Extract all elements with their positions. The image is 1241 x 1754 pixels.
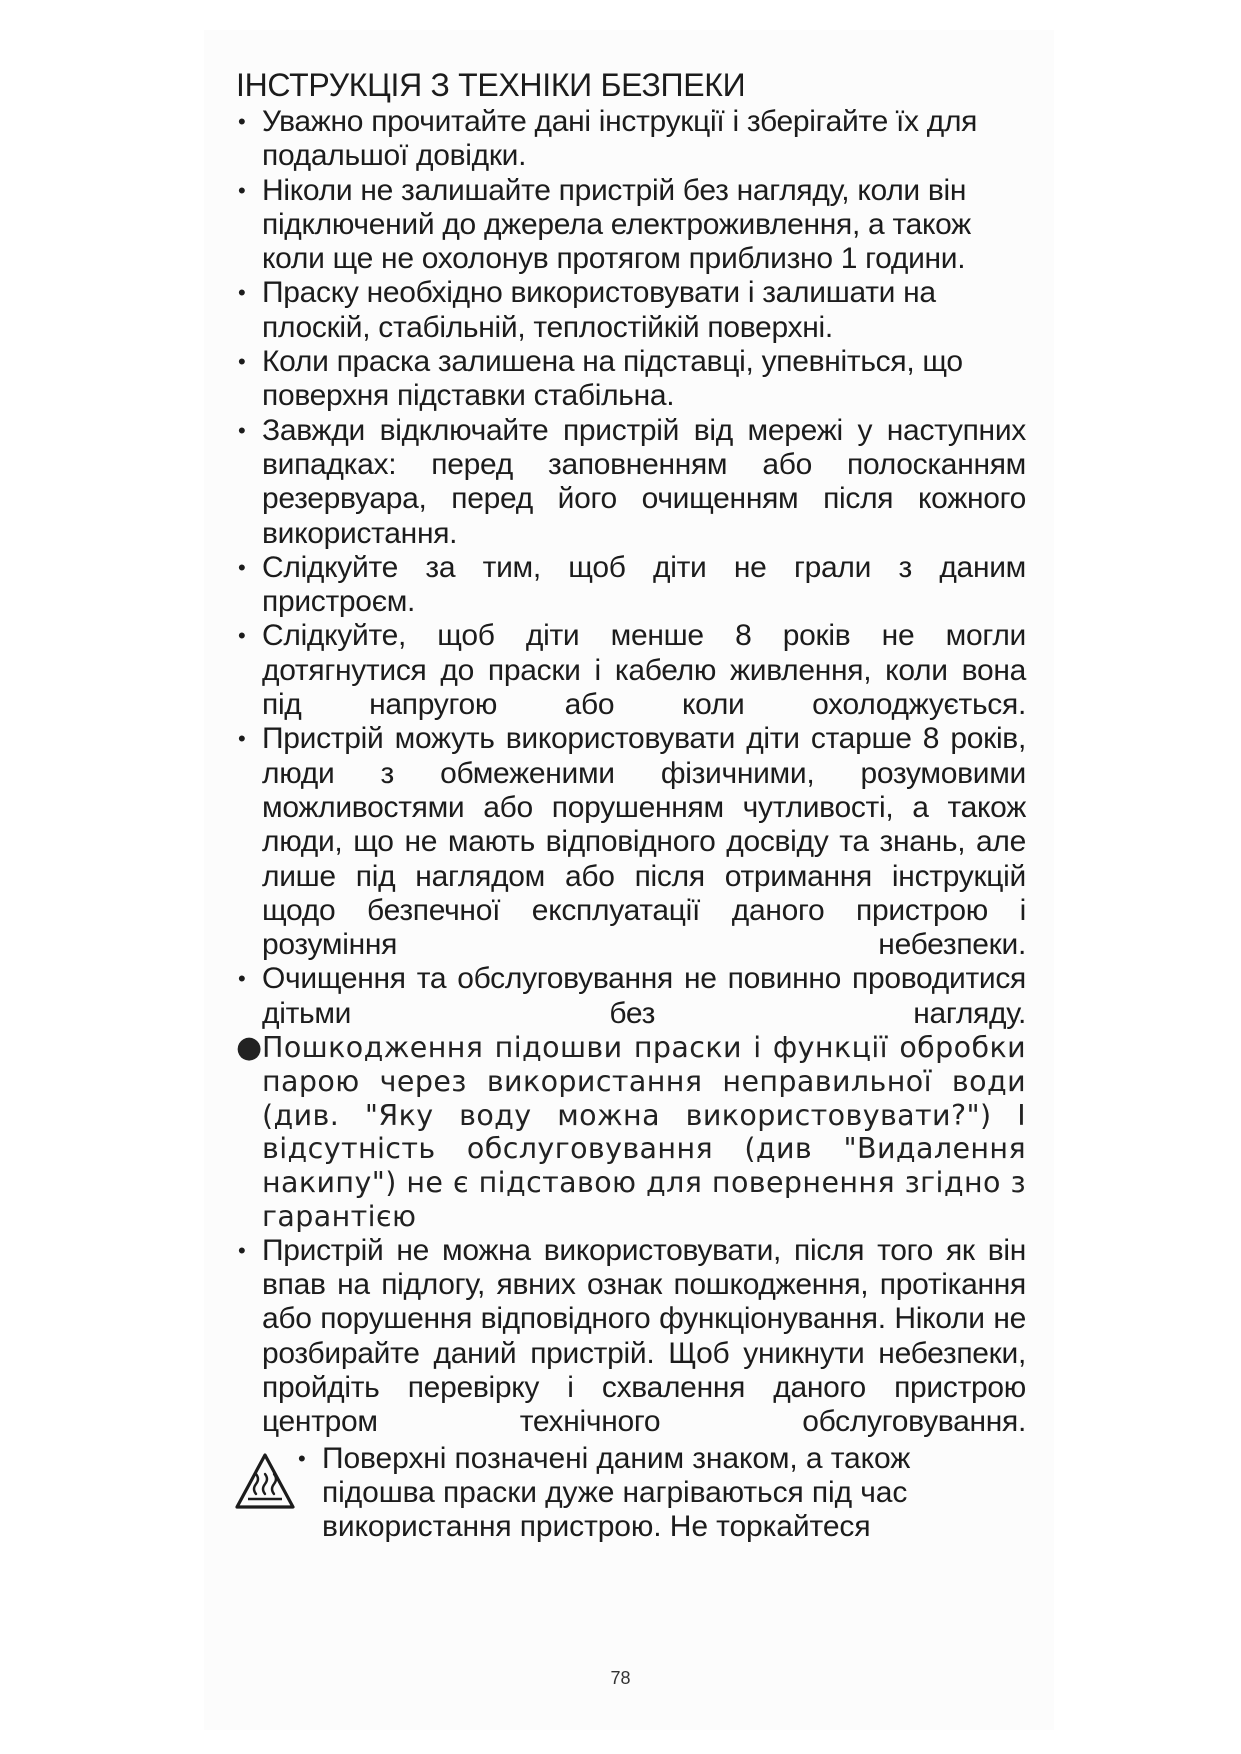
bullet-icon: • [238, 966, 246, 992]
hot-surface-warning-icon [234, 1452, 296, 1510]
list-item [236, 619, 1026, 722]
bullet-icon: • [238, 417, 246, 443]
hot-surface-warning [236, 1442, 1026, 1546]
list-item-text: Пошкодження підошви праски і функції обробки парою через використання неправильної води (див. "Яку воду можна використовувати?") І відсутність обслуговування (див "Видалення накипу") не є підставою для повернення згідно з гарантією [262, 1031, 1026, 1233]
safety-instructions-section [236, 66, 1026, 1546]
list-item-text: Ніколи не залишайте пристрій без нагляду, коли він підключений до джерела електроживлення, а також коли ще не охолонув протягом приблизно 1 години. [262, 173, 971, 276]
bullet-icon: • [238, 623, 246, 649]
list-item [236, 1234, 1026, 1440]
list-item [236, 962, 1026, 1031]
bullet-icon: • [238, 554, 246, 580]
bullet-icon: • [238, 280, 246, 306]
bullet-icon: • [238, 726, 246, 752]
list-item-text: Очищення та обслуговування не повинно проводитися дітьми без нагляду. [262, 962, 1026, 1030]
list-item-text: Коли праска залишена на підставці, упевніться, що поверхня підставки стабільна. [262, 345, 963, 413]
warning-text-item [294, 1442, 1022, 1545]
warning-text: Поверхні позначені даним знаком, а також підошва праски дуже нагріваються під час використання пристрою. Не торкайтеся [322, 1441, 911, 1544]
bullet-icon: ● [236, 1030, 263, 1066]
bullet-icon: • [238, 349, 246, 375]
instruction-list [236, 105, 1026, 1440]
bullet-icon: • [238, 177, 246, 203]
list-item-text: Пристрій можуть використовувати діти старше 8 років, люди з обмеженими фізичними, розумовими можливостями або порушенням чутливості, а також люди, що не мають відповідного досвіду та знань, але лише під наглядом або після отримання інструкцій щодо безпечної експлуатації даного пристрою і розуміння небезпеки. [262, 722, 1026, 962]
list-item [236, 174, 1026, 277]
list-item [236, 722, 1026, 962]
bullet-icon: • [238, 109, 246, 134]
list-item [236, 105, 1026, 174]
page-number: 78 [610, 1668, 631, 1688]
list-item-text: Слідкуйте за тим, щоб діти не грали з даним пристроєм. [262, 550, 1026, 619]
list-item-text: Пристрій не можна використовувати, після того як він впав на підлогу, явних ознак пошкодження, протікання або порушення відповідного функціонування. Ніколи не розбирайте даний пристрій. Щоб уникнути небезпеки, пройдіть перевірку і схвалення даного пристрою центром технічного обслуговування. [262, 1233, 1026, 1439]
list-item-text: Завжди відключайте пристрій від мережі у наступних випадках: перед заповненням або полосканням резервуара, перед його очищенням після кожного використання. [262, 413, 1026, 550]
list-item [236, 345, 1026, 414]
section-title: ІНСТРУКЦІЯ З ТЕХНІКИ БЕЗПЕКИ [236, 67, 746, 103]
bullet-icon: • [298, 1445, 306, 1471]
list-item-text: Слідкуйте, щоб діти менше 8 років не могли дотягнутися до праски і кабелю живлення, коли вона під напругою або коли охолоджується. [262, 619, 1026, 722]
list-item [236, 1031, 1026, 1234]
list-item [236, 276, 1026, 345]
list-item [236, 551, 1026, 620]
list-item [236, 414, 1026, 551]
list-item-text: Праску необхідно використовувати і залишати на плоскій, стабільній, теплостійкій поверхні. [262, 276, 936, 344]
bullet-icon: • [238, 1237, 246, 1263]
list-item-text: Уважно прочитайте дані інструкції і зберігайте їх для подальшої довідки. [262, 105, 978, 173]
